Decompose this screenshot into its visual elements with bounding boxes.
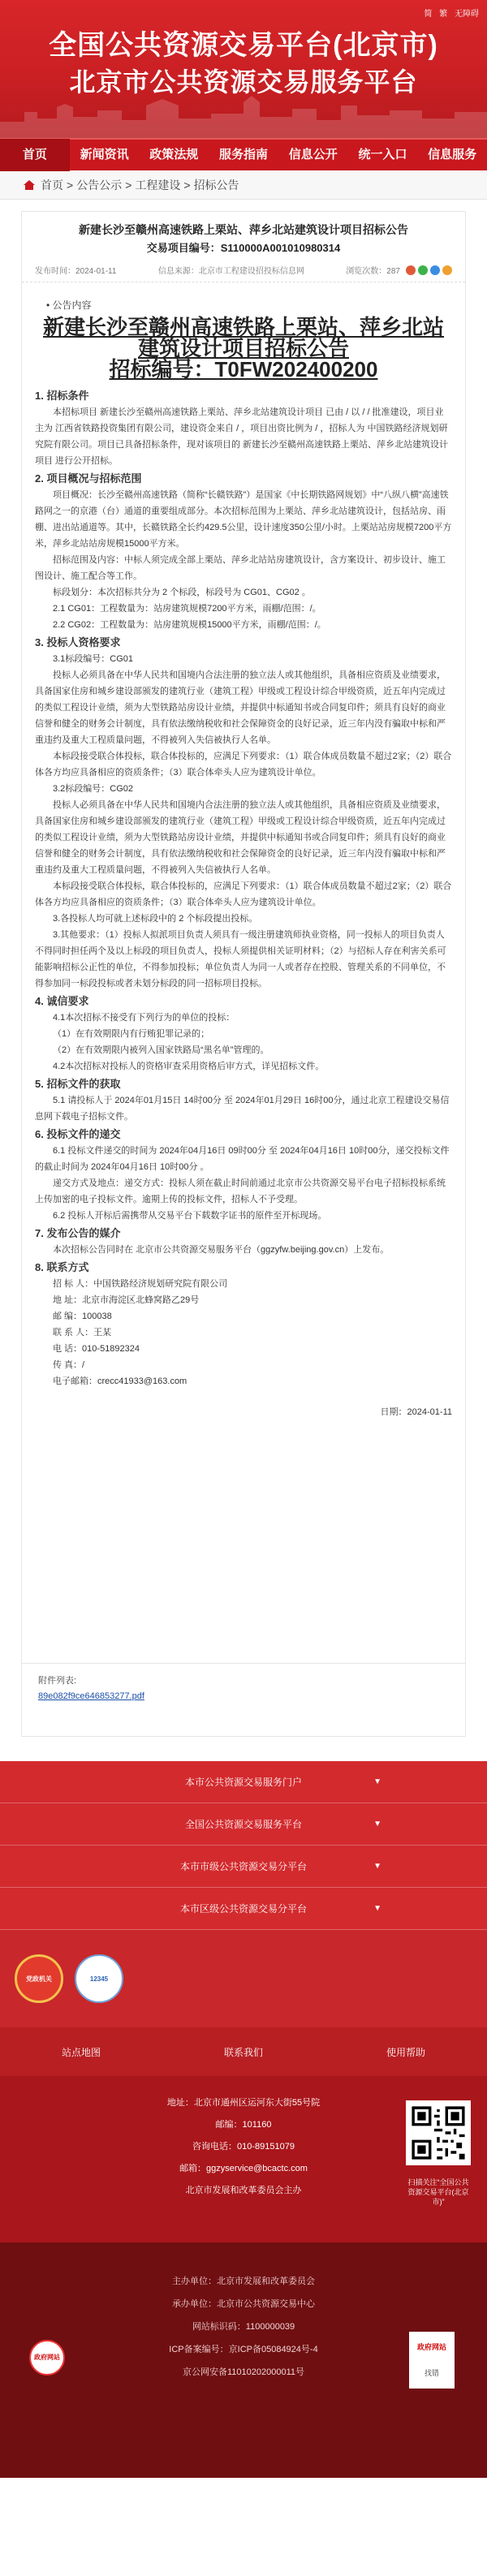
report-error-badge[interactable]: [409, 2332, 455, 2389]
section-paragraph: 2.1 CG01：工程数量为：站房建筑规模7200平方米，雨棚/范围：/。: [53, 604, 321, 614]
section-paragraph: 6.1 投标文件递交的时间为 2024年04月16日 09时00分 至 2024年04月16日 10时00分，递交投标文件的截止时间为 2024年04月16日 10时00分 。: [35, 1146, 450, 1172]
contact-line: 电子邮箱：crecc41933@163.com: [53, 1376, 187, 1386]
footer-link-label: 本市公共资源交易服务门户: [184, 1777, 302, 1788]
share-qq-icon[interactable]: [430, 265, 440, 275]
footer-links: [0, 1761, 487, 1930]
report-error-bottom: 找错: [424, 2369, 439, 2377]
section-paragraph: 3.1标段编号：CG01: [53, 654, 134, 664]
article-body: [22, 282, 465, 1420]
nav-guide[interactable]: 服务指南: [219, 148, 269, 162]
accessibility-link[interactable]: 无障碍: [455, 10, 479, 19]
gov-site-badge[interactable]: [29, 2340, 65, 2376]
nav-home[interactable]: 首页: [0, 139, 70, 171]
contact-line: 招 标 人：中国铁路经济规划研究院有限公司: [53, 1279, 228, 1289]
breadcrumb-home[interactable]: 首页: [41, 178, 63, 192]
nav-info-service[interactable]: 信息服务: [428, 148, 477, 162]
contact-line: 邮 编：100038: [53, 1312, 112, 1321]
footer-site-id: 网站标识码：1100000039: [192, 2322, 295, 2332]
qr-label: 扫描关注“全国公共资源交易平台(北京市)”: [407, 2178, 469, 2206]
section-paragraph: 项目概况：长沙至赣州高速铁路（简称“长赣铁路”）是国家《中长期铁路网规划》中“八纵八横”高速铁路网之一的京港（台）通道的重要组成部分。本次招标范围为上栗站、萍乡北站建筑设计，包括站房、雨棚、进出站通道等。其中，长赣铁路全长约429.5公里，设计速度350公里/小时。上栗站站房规模7200平方米，萍乡北站站房规模15000平方米。: [35, 490, 452, 549]
bottom-footer: [0, 2242, 487, 2478]
article-header: [22, 212, 465, 255]
party-gov-badge-text: 党政机关: [26, 1975, 52, 1983]
contact-section: [0, 2076, 487, 2242]
article-number: 交易项目编号：S110000A001010980314: [146, 242, 341, 254]
chevron-down-icon: ▼: [373, 1777, 381, 1786]
section-paragraph: （2）在有效期限内被列入国家铁路局“黑名单”管理的。: [53, 1045, 269, 1055]
nav-portal[interactable]: 统一入口: [358, 148, 407, 162]
contact-postcode: 邮编：101160: [215, 2120, 272, 2130]
section-paragraph: 4.2本次招标对投标人的资格审查采用资格后审方式，详见招标文件。: [53, 1062, 325, 1071]
chevron-down-icon: ▼: [373, 1904, 381, 1913]
publish-date: 发布时间：2024-01-11: [35, 267, 117, 276]
chevron-down-icon: ▼: [373, 1862, 381, 1871]
contact-line: 地 址：北京市海淀区北蜂窝路乙29号: [53, 1295, 200, 1305]
attachments-label: 附件列表:: [38, 1676, 77, 1686]
contact-phone: 咨询电话：010-89151079: [192, 2142, 295, 2152]
section-paragraph: 6.2 投标人开标后需携带从交易平台下载数字证书的原件至开标现场。: [53, 1211, 327, 1221]
footer-link-district[interactable]: [0, 1888, 487, 1930]
contact-line: 联 系 人：王某: [53, 1328, 112, 1338]
sitemap-link[interactable]: 站点地图: [61, 2046, 101, 2058]
contact-us-link[interactable]: 联系我们: [223, 2046, 263, 2058]
section-paragraph: 本标段接受联合体投标，联合体投标的，应满足下列要求：（1）联合体成员数量不超过2家；（2）联合体各方均应具备相应的资质条件；（3）联合体牵头人应为建筑设计单位。: [35, 752, 452, 778]
breadcrumb-tender[interactable]: 招标公告: [193, 178, 239, 192]
section-heading: 6. 投标文件的递交: [35, 1128, 121, 1140]
section-heading: 8. 联系方式: [35, 1261, 89, 1273]
site-title-beijing: 北京市公共资源交易服务平台: [69, 67, 418, 97]
article-meta: [22, 266, 465, 282]
article-title: 新建长沙至赣州高速铁路上栗站、萍乡北站建筑设计项目招标公告: [79, 223, 408, 236]
big-title-number: 招标编号：T0FW202400200: [109, 357, 378, 381]
section-paragraph: 3.2标段编号：CG02: [53, 784, 134, 794]
contact-host: 北京市发展和改革委员会主办: [185, 2186, 302, 2195]
chevron-down-icon: ▼: [373, 1820, 381, 1829]
section-paragraph: 本招标项目 新建长沙至赣州高速铁路上栗站、萍乡北站建筑设计项目 已由 / 以 / / 批准建设，项目业主为 江西省铁路投资集团有限公司，建设资金来自 / ，项目出资比例为 / ，招标人为 中国铁路经济规划研究院有限公司。项目已具备招标条件，现对该项目的 新建长沙至赣州高速铁路上栗站、萍乡北站建筑设计项目 进行公开招标。: [35, 407, 449, 466]
section-paragraph: 3.其他要求：（1）投标人拟派项目负责人须具有一级注册建筑师执业资格，同一投标人的项目负责人不得同时担任两个及以上标段的项目负责人，投标人须提供相关证明材料；（2）与招标人存在利害关系可能影响招标公正性的单位，不得参加投标；单位负责人为同一人或者存在控股、管理关系的不同单位，不得参加同一标段投标或者未划分标段的同一招标项目投标。: [35, 930, 446, 989]
section-heading: 1. 招标条件: [35, 390, 89, 402]
section-heading: 2. 项目概况与招标范围: [35, 472, 142, 485]
footer-host: 主办单位：北京市发展和改革委员会: [172, 2277, 315, 2286]
breadcrumb-sep: >: [183, 178, 191, 192]
section-paragraph: 投标人必须具备在中华人民共和国境内合法注册的独立法人或其他组织，具备相应资质及业绩要求，具备国家住房和城乡建设部颁发的建筑行业（建筑工程）甲级或工程设计综合甲级资质，近五年内完成过的类似工程设计业绩，须为大型铁路站房设计业绩，并提供中标通知书或合同复印件；须具有良好的商业信誉和健全的财务会计制度，具有依法缴纳税收和社会保障资金的良好记录，近三年内没有骗取中标和严重违约及重大工程质量问题，不得被列入失信被执行人名单。: [35, 800, 446, 875]
section-paragraph: 4.1本次招标不接受有下列行为的单位的投标：: [53, 1013, 235, 1023]
sections: [35, 388, 452, 1276]
footer-link-label: 全国公共资源交易服务平台: [184, 1819, 302, 1830]
attachments: [21, 1664, 466, 1737]
report-error-top: 政府网站: [416, 2343, 446, 2351]
gov-site-badge-text: 政府网站: [34, 2354, 60, 2361]
share-weibo-icon[interactable]: [406, 265, 416, 275]
section-paragraph: 投标人必须具备在中华人民共和国境内合法注册的独立法人或其他组织，具备相应资质及业绩要求，具备国家住房和城乡建设部颁发的建筑行业（建筑工程）甲级或工程设计综合甲级资质，近五年内完成过的类似工程设计业绩，须为大型铁路站房设计业绩，并提供中标通知书或合同复印件；须具有良好的商业信誉和健全的财务会计制度，具有依法缴纳税收和社会保障资金的良好记录，近三年内没有骗取中标和严重违约及重大工程质量问题，不得被列入失信被执行人名单。: [35, 670, 446, 745]
share-buttons: [403, 265, 452, 275]
section-paragraph: 招标范围及内容：中标人须完成全部上栗站、萍乡北站站房建筑设计，含方案设计、初步设计、施工图设计、施工配合等工作。: [35, 555, 446, 581]
hotline-badge[interactable]: [75, 1954, 123, 2003]
nav-news[interactable]: 新闻资讯: [80, 148, 129, 162]
site-title-national: 全国公共资源交易平台(北京市): [49, 30, 438, 61]
contact-address: 地址：北京市通州区运河东大街55号院: [166, 2098, 321, 2108]
contact-line: 电 话：010-51892324: [53, 1344, 140, 1354]
simplified-link[interactable]: 简: [424, 10, 433, 19]
footer-link-municipal[interactable]: [0, 1846, 487, 1888]
section-paragraph: 5.1 请投标人于 2024年01月15日 14时00分 至 2024年01月29日 16时00分，通过北京工程建设交易信息网下载电子招标文件。: [35, 1096, 450, 1122]
site-header: [0, 0, 487, 138]
main-nav: [0, 138, 487, 170]
breadcrumb-construction[interactable]: 工程建设: [135, 178, 181, 192]
home-icon: [23, 179, 36, 191]
top-links: [419, 6, 479, 19]
sign-date: 日期：2024-01-11: [380, 1407, 452, 1417]
nav-policy[interactable]: 政策法规: [149, 148, 199, 162]
footer-police[interactable]: 京公网安备11010202000011号: [182, 2367, 304, 2377]
footer-link-label: 本市市级公共资源交易分平台: [179, 1861, 307, 1872]
section-heading: 5. 招标文件的获取: [35, 1078, 121, 1090]
breadcrumb: [0, 170, 487, 200]
article: [21, 211, 466, 1664]
hotline-badge-text: 12345: [89, 1975, 109, 1983]
nav-disclosure[interactable]: 信息公开: [288, 148, 338, 162]
footer-organizer: 承办单位：北京市公共资源交易中心: [172, 2299, 315, 2309]
traditional-link[interactable]: 繁: [439, 10, 448, 19]
section-heading: 7. 发布公告的媒介: [35, 1227, 121, 1239]
breadcrumb-sep: >: [67, 178, 74, 192]
section-paragraph: 2.2 CG02：工程数量为：站房建筑规模15000平方米，雨棚/范围：/。: [53, 620, 326, 630]
section-paragraph: （1）在有效期限内有行贿犯罪记录的；: [53, 1029, 210, 1039]
section-paragraph: 标段划分：本次招标共分为 2 个标段，标段号为 CG01、CG02 。: [53, 588, 311, 597]
attachment-file-link[interactable]: 89e082f9ce646853277.pdf: [38, 1691, 144, 1701]
section-paragraph: 3.各投标人均可就上述标段中的 2 个标段提出投标。: [53, 914, 258, 924]
view-count: 浏览次数：287: [346, 267, 400, 276]
breadcrumb-sep: >: [125, 178, 132, 192]
big-title: [43, 317, 444, 380]
footer-icp[interactable]: ICP备案编号：京ICP备05084924号-4: [169, 2345, 318, 2354]
qr-code-icon: [406, 2100, 471, 2165]
section-heading: 3. 投标人资格要求: [35, 636, 121, 648]
content-bullet: • 公告内容: [46, 299, 92, 311]
qr-box: [406, 2100, 471, 2207]
help-link[interactable]: 使用帮助: [386, 2046, 425, 2058]
section-paragraph: 递交方式及地点：递交方式：投标人须在截止时间前通过北京市公共资源交易平台电子招标投标系统上传加密的电子投标文件。逾期上传的投标文件，招标人不予受理。: [35, 1178, 446, 1204]
skyline-illustration: [0, 89, 487, 138]
section-heading: 4. 诚信要求: [35, 995, 89, 1007]
contact-line: 传 真：/: [53, 1360, 85, 1370]
footer-link-portal[interactable]: [0, 1761, 487, 1803]
section-paragraph: 本标段接受联合体投标，联合体投标的，应满足下列要求：（1）联合体成员数量不超过2家；（2）联合体各方均应具备相应的资质条件；（3）联合体牵头人应为建筑设计单位。: [35, 881, 452, 907]
footer-link-national[interactable]: [0, 1803, 487, 1846]
info-source: 信息来源：北京市工程建设招投标信息网: [157, 267, 304, 276]
badge-row: [0, 1930, 487, 2027]
quick-links: [0, 2027, 487, 2076]
share-qzone-icon[interactable]: [442, 265, 452, 275]
contacts: [35, 1276, 452, 1389]
party-gov-badge[interactable]: [15, 1954, 63, 2003]
share-wechat-icon[interactable]: [418, 265, 428, 275]
section-paragraph: 本次招标公告同时在 北京市公共资源交易服务平台（ggzyfw.beijing.gov.cn）上发布。: [53, 1245, 390, 1255]
contact-email: 邮箱：ggzyservice@bcactc.com: [179, 2164, 308, 2173]
big-title-text: 新建长沙至赣州高速铁路上栗站、萍乡北站建筑设计项目招标公告: [43, 315, 445, 360]
footer-link-label: 本市区级公共资源交易分平台: [179, 1903, 307, 1915]
breadcrumb-announcements[interactable]: 公告公示: [76, 178, 123, 192]
